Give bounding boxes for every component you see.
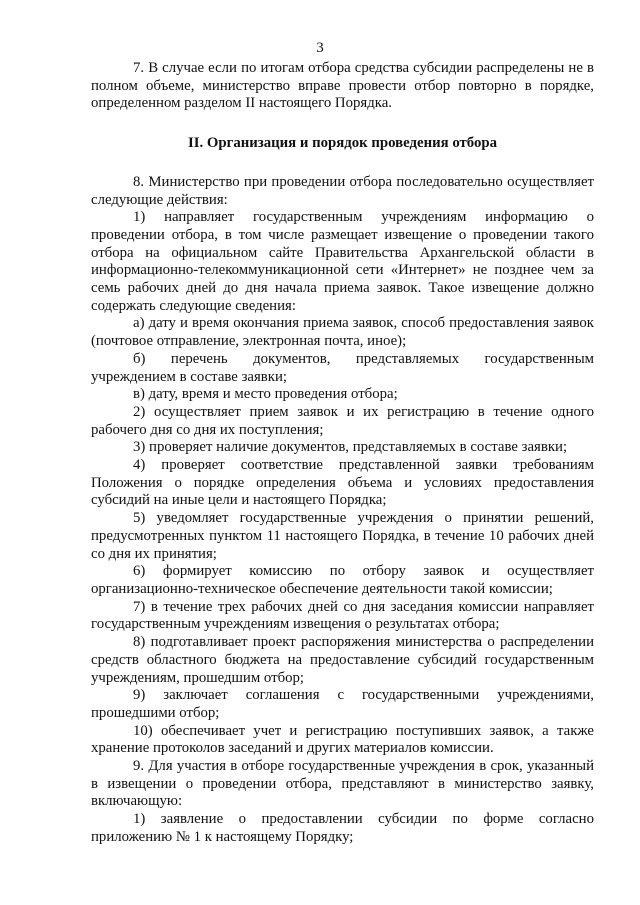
list-item-9-1: 1) заявление о предоставлении субсидии по форме согласно приложению № 1 к настоящему Порядку; bbox=[91, 811, 594, 845]
list-item-8-1-a: а) дату и время окончания приема заявок, способ предоставления заявок (почтовое отправление, электронная почта, иное); bbox=[91, 315, 594, 350]
list-item-8-9: 9) заключает соглашения с государственными учреждениями, прошедшими отбор; bbox=[91, 687, 594, 721]
list-item-8-8: 8) подготавливает проект распоряжения министерства о распределении средств областного бюджета на предоставление субсидий государственным учреждениям, прошедшим отбор; bbox=[91, 634, 594, 686]
list-item-8-6: 6) формирует комиссию по отбору заявок и осуществляет организационно-техническое обеспечение деятельности такой комиссии; bbox=[91, 563, 594, 597]
section-heading: II. Организация и порядок проведения отбора bbox=[187, 135, 498, 152]
list-item-8-5: 5) уведомляет государственные учреждения о принятии решений, предусмотренных пунктом 11 настоящего Порядка, в течение 10 рабочих дней со дня их принятия; bbox=[91, 510, 594, 562]
list-item-8-3: 3) проверяет наличие документов, представляемых в составе заявки; bbox=[133, 439, 568, 456]
list-item-8-10: 10) обеспечивает учет и регистрацию поступивших заявок, а также хранение протоколов заседаний и других материалов комиссии. bbox=[91, 722, 594, 757]
document-body bbox=[91, 60, 594, 847]
paragraph-8: 8. Министерство при проведении отбора последовательно осуществляет следующие действия: bbox=[91, 173, 594, 208]
list-item-8-1-v: в) дату, время и место проведения отбора; bbox=[133, 386, 398, 403]
list-item-8-2: 2) осуществляет прием заявок и их регистрацию в течение одного рабочего дня со дня их поступления; bbox=[91, 403, 594, 438]
list-item-8-1: 1) направляет государственным учреждениям информацию о проведении отбора, в том числе размещает извещение о проведении такого отбора на официальном сайте Правительства Архангельской области в информационно-телекоммуникационной сети «Интернет» не позднее чем за семь рабочих дней до дня начала приема заявок. Такое извещение должно содержать следующие сведения: bbox=[91, 209, 594, 314]
paragraph-7: 7. В случае если по итогам отбора средства субсидии распределены не в полном объеме, министерство вправе провести отбор повторно в порядке, определенном разделом II настоящего Порядка. bbox=[91, 60, 594, 112]
list-item-8-1-b: б) перечень документов, представляемых государственным учреждением в составе заявки; bbox=[91, 350, 594, 385]
list-item-8-7: 7) в течение трех рабочих дней со дня заседания комиссии направляет государственным учреждениям извещения о результатах отбора; bbox=[91, 598, 594, 633]
paragraph-9: 9. Для участия в отборе государственные учреждения в срок, указанный в извещении о проведении отбора, представляют в министерство заявку, включающую: bbox=[91, 758, 594, 810]
list-item-8-4: 4) проверяет соответствие представленной заявки требованиям Положения о порядке определения объема и условиях предоставления субсидий на иные цели и настоящего Порядка; bbox=[91, 457, 594, 509]
page-number: 3 bbox=[316, 40, 324, 56]
